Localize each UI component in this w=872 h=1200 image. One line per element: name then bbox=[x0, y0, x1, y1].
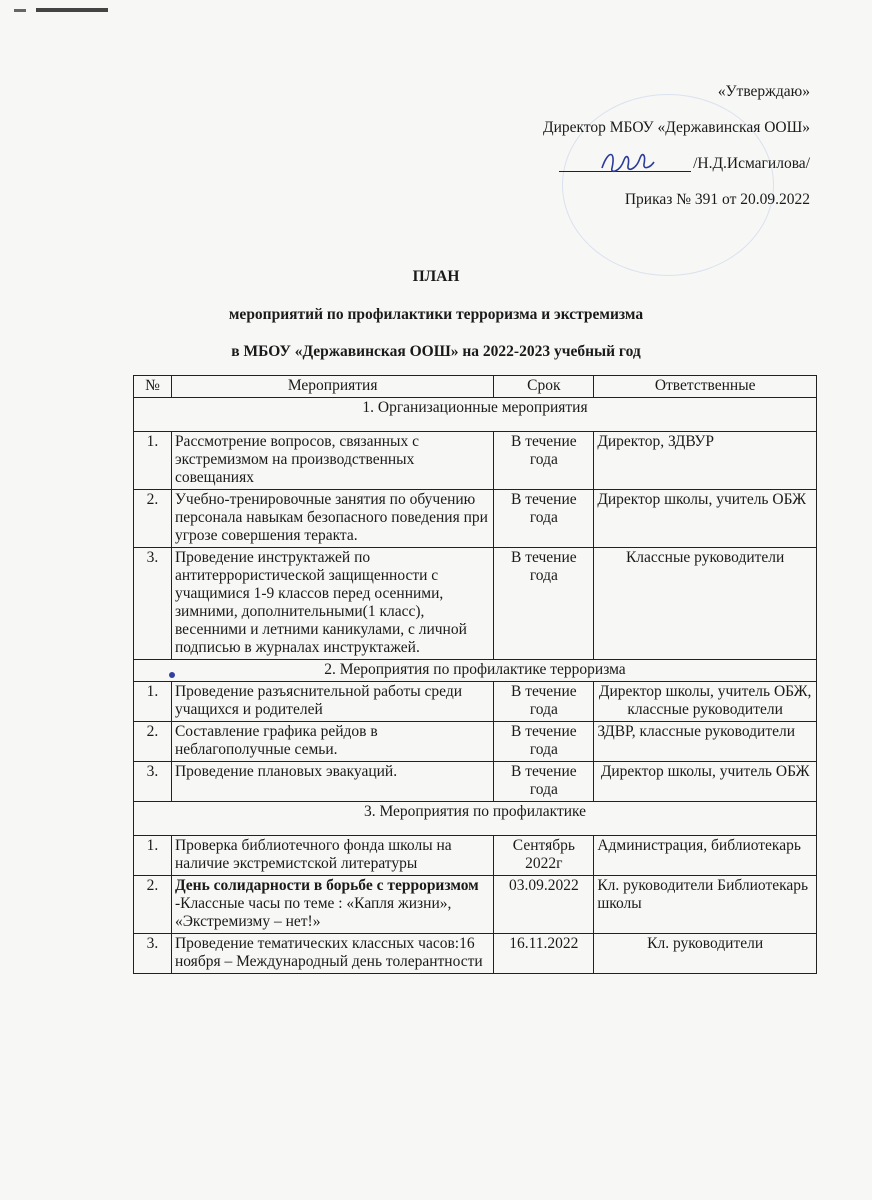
row-term: В течение года bbox=[494, 432, 594, 490]
row-number: 3. bbox=[134, 762, 172, 802]
plan-title: ПЛАН bbox=[412, 268, 460, 285]
table-header-row bbox=[134, 376, 817, 398]
row-number: 2. bbox=[134, 722, 172, 762]
row-number: 1. bbox=[134, 432, 172, 490]
row-term: В течение года bbox=[494, 762, 594, 802]
plan-table bbox=[133, 375, 817, 974]
row-responsible: Классные руководители bbox=[594, 548, 817, 660]
row-event: Проведение инструктажей по антитеррористической защищенности с учащимися 1-9 классов перед осенними, зимними, дополнительными(1 класс), весенними и летними каникулами, с личной подписью в журналах инструктажей. bbox=[171, 548, 493, 660]
row-number: 3. bbox=[134, 548, 172, 660]
table-row bbox=[134, 762, 817, 802]
approval-signature-line bbox=[543, 156, 810, 192]
section-row bbox=[134, 802, 817, 836]
row-event: Составление графика рейдов в неблагополучные семьи. bbox=[171, 722, 493, 762]
header-number: № bbox=[134, 376, 172, 398]
row-term: В течение года bbox=[494, 548, 594, 660]
row-number: 2. bbox=[134, 876, 172, 934]
row-responsible: Директор, ЗДВУР bbox=[594, 432, 817, 490]
row-number: 1. bbox=[134, 836, 172, 876]
row-term: В течение года bbox=[494, 682, 594, 722]
ink-mark bbox=[169, 672, 175, 678]
row-number: 3. bbox=[134, 934, 172, 974]
row-term: В течение года bbox=[494, 722, 594, 762]
scan-artifact bbox=[14, 9, 26, 12]
header-responsible: Ответственные bbox=[594, 376, 817, 398]
row-responsible: ЗДВР, классные руководители bbox=[594, 722, 817, 762]
row-term: 03.09.2022 bbox=[494, 876, 594, 934]
approval-position: Директор МБОУ «Державинская ООШ» bbox=[543, 119, 810, 136]
section-row bbox=[134, 398, 817, 432]
row-event: Учебно-тренировочные занятия по обучению персонала навыкам безопасного поведения при угрозе совершения теракта. bbox=[171, 490, 493, 548]
row-responsible: Кл. руководители bbox=[594, 934, 817, 974]
table-row bbox=[134, 490, 817, 548]
header-term: Срок bbox=[494, 376, 594, 398]
handwritten-signature bbox=[598, 142, 658, 182]
row-term: Сентябрь 2022г bbox=[494, 836, 594, 876]
section-row bbox=[134, 660, 817, 682]
table-row bbox=[134, 934, 817, 974]
approval-block bbox=[543, 84, 810, 228]
row-number: 2. bbox=[134, 490, 172, 548]
section-title: 2. Мероприятия по профилактике терроризма bbox=[134, 660, 817, 682]
section-title: 1. Организационные мероприятия bbox=[134, 398, 817, 432]
approval-heading: «Утверждаю» bbox=[717, 83, 810, 100]
row-event-detail: -Классные часы по теме : «Капля жизни», «Экстремизму – нет!» bbox=[174, 895, 452, 930]
row-responsible: Директор школы, учитель ОБЖ bbox=[594, 490, 817, 548]
plan-subtitle-2: в МБОУ «Державинская ООШ» на 2022-2023 учебный год bbox=[231, 343, 641, 360]
table-row bbox=[134, 836, 817, 876]
row-event: Проведение плановых эвакуаций. bbox=[171, 762, 493, 802]
row-responsible: Кл. руководители Библиотекарь школы bbox=[594, 876, 817, 934]
section-title: 3. Мероприятия по профилактике bbox=[134, 802, 817, 836]
table-row bbox=[134, 432, 817, 490]
approval-name: /Н.Д.Исмагилова/ bbox=[693, 155, 810, 172]
table-row bbox=[134, 722, 817, 762]
row-event-bold: День солидарности в борьбе с терроризмом bbox=[174, 877, 479, 894]
plan-subtitle-1: мероприятий по профилактики терроризма и экстремизма bbox=[228, 306, 644, 323]
row-term: 16.11.2022 bbox=[494, 934, 594, 974]
row-term: В течение года bbox=[494, 490, 594, 548]
row-responsible: Директор школы, учитель ОБЖ bbox=[594, 762, 817, 802]
row-event: Проверка библиотечного фонда школы на наличие экстремистской литературы bbox=[171, 836, 493, 876]
header-events: Мероприятия bbox=[171, 376, 493, 398]
row-event: Проведение тематических классных часов:16 ноября – Международный день толерантности bbox=[171, 934, 493, 974]
table-row bbox=[134, 548, 817, 660]
row-event bbox=[171, 876, 493, 934]
row-event: Рассмотрение вопросов, связанных с экстремизмом на производственных совещаниях bbox=[171, 432, 493, 490]
table-row bbox=[134, 682, 817, 722]
table-row bbox=[134, 876, 817, 934]
row-number: 1. bbox=[134, 682, 172, 722]
scan-artifact bbox=[36, 8, 108, 12]
row-responsible: Директор школы, учитель ОБЖ, классные руководители bbox=[594, 682, 817, 722]
row-responsible: Администрация, библиотекарь bbox=[594, 836, 817, 876]
approval-order: Приказ № 391 от 20.09.2022 bbox=[624, 191, 810, 208]
row-event: Проведение разъяснительной работы среди учащихся и родителей bbox=[171, 682, 493, 722]
